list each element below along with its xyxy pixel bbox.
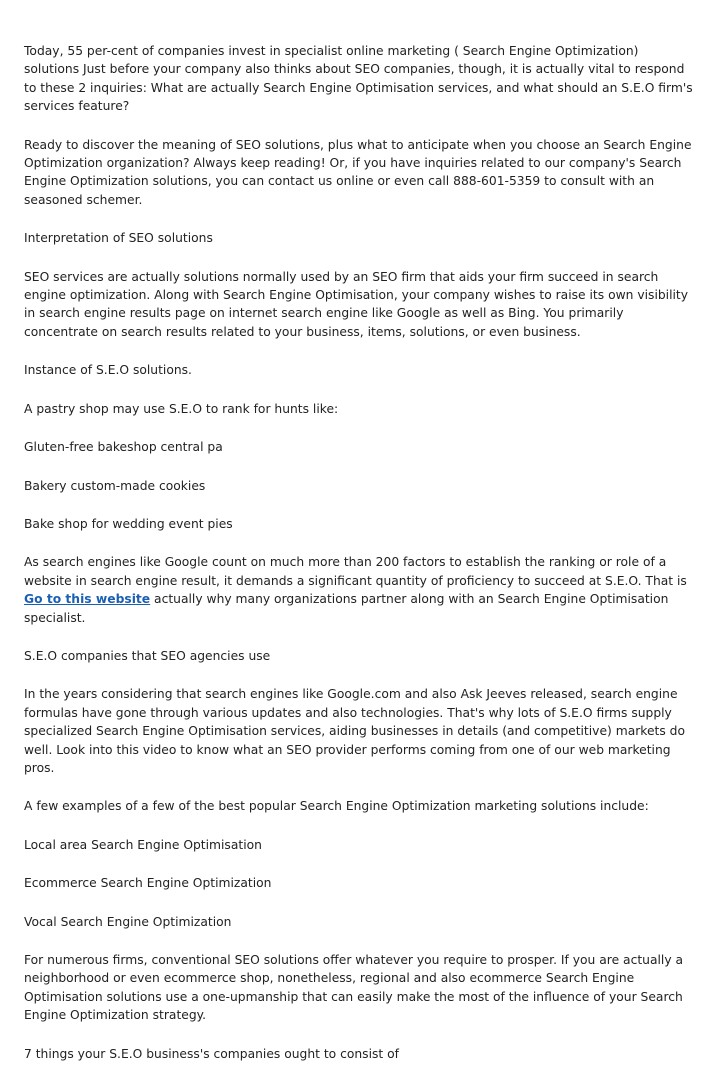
paragraph-pastry: A pastry shop may use S.E.O to rank for hunts like: — [24, 401, 339, 416]
list-item-gluten-free: Gluten-free bakeshop central pa — [24, 440, 223, 455]
article-body — [24, 42, 696, 1083]
paragraph-definition: SEO services are actually solutions normally used by an SEO firm that aids your firm succeed in search engine optimization. Along with Search Engine Optimisation, your company wishes to raise its own visibility in search engine results page on internet search engine like Google as well as Bing. You primarily concentrate on search results related to your business, items, solutions, or even business. — [24, 269, 689, 339]
heading-seo-companies: S.E.O companies that SEO agencies use — [24, 648, 271, 663]
paragraph-ready: Ready to discover the meaning of SEO solutions, plus what to anticipate when you choose an Search Engine Optimization organization? Always keep reading! Or, if you have inquiries related to our company's Search Engine Optimization solutions, you can contact us online or even call 888-601-5359 to consult with an seasoned schemer. — [24, 137, 692, 207]
ranking-text-before: As search engines like Google count on much more than 200 factors to establish the ranking or role of a website in search engine result, it demands a significant quantity of proficiency to succeed at S.E.O. That is — [24, 555, 687, 588]
heading-interpretation: Interpretation of SEO solutions — [24, 231, 213, 246]
paragraph-history: In the years considering that search engines like Google.com and also Ask Jeeves released, search engine formulas have gone through various updates and also technologies. That's why lots of S.E.O firms supply specialized Search Engine Optimisation services, aiding businesses in details (and competitive) markets do well. Look into this video to know what an SEO provider performs coming from one of our web marketing pros. — [24, 687, 685, 775]
paragraph-ranking — [24, 553, 696, 627]
list-item-ecommerce-seo: Ecommerce Search Engine Optimization — [24, 876, 272, 891]
list-item-custom-cookies: Bakery custom-made cookies — [24, 478, 206, 493]
heading-seven-things: 7 things your S.E.O business's companies ought to consist of — [24, 1046, 399, 1061]
heading-instance: Instance of S.E.O solutions. — [24, 363, 192, 378]
list-item-wedding-pies: Bake shop for wedding event pies — [24, 516, 233, 531]
paragraph-intro: Today, 55 per-cent of companies invest in specialist online marketing ( Search Engine Optimization) solutions Just before your company also thinks about SEO companies, though, it is actually vital to respond to these 2 inquiries: What are actually Search Engine Optimisation services, and what should an S.E.O firm's services feature? — [24, 44, 693, 114]
list-item-local-seo: Local area Search Engine Optimisation — [24, 837, 262, 852]
paragraph-examples: A few examples of a few of the best popular Search Engine Optimization marketing solutions include: — [24, 799, 649, 814]
ranking-text-after: actually why many organizations partner along with an Search Engine Optimisation specialist. — [24, 592, 669, 625]
paragraph-conventional: For numerous firms, conventional SEO solutions offer whatever you require to prosper. If you are actually a neighborhood or even ecommerce shop, nonetheless, regional and also ecommerce Search Engine Optimisation solutions use a one-upmanship that can easily make the most of the influence of your Search Engine Optimization strategy. — [24, 953, 684, 1023]
list-item-vocal-seo: Vocal Search Engine Optimization — [24, 914, 232, 929]
go-to-website-link[interactable]: Go to this website — [24, 592, 151, 607]
